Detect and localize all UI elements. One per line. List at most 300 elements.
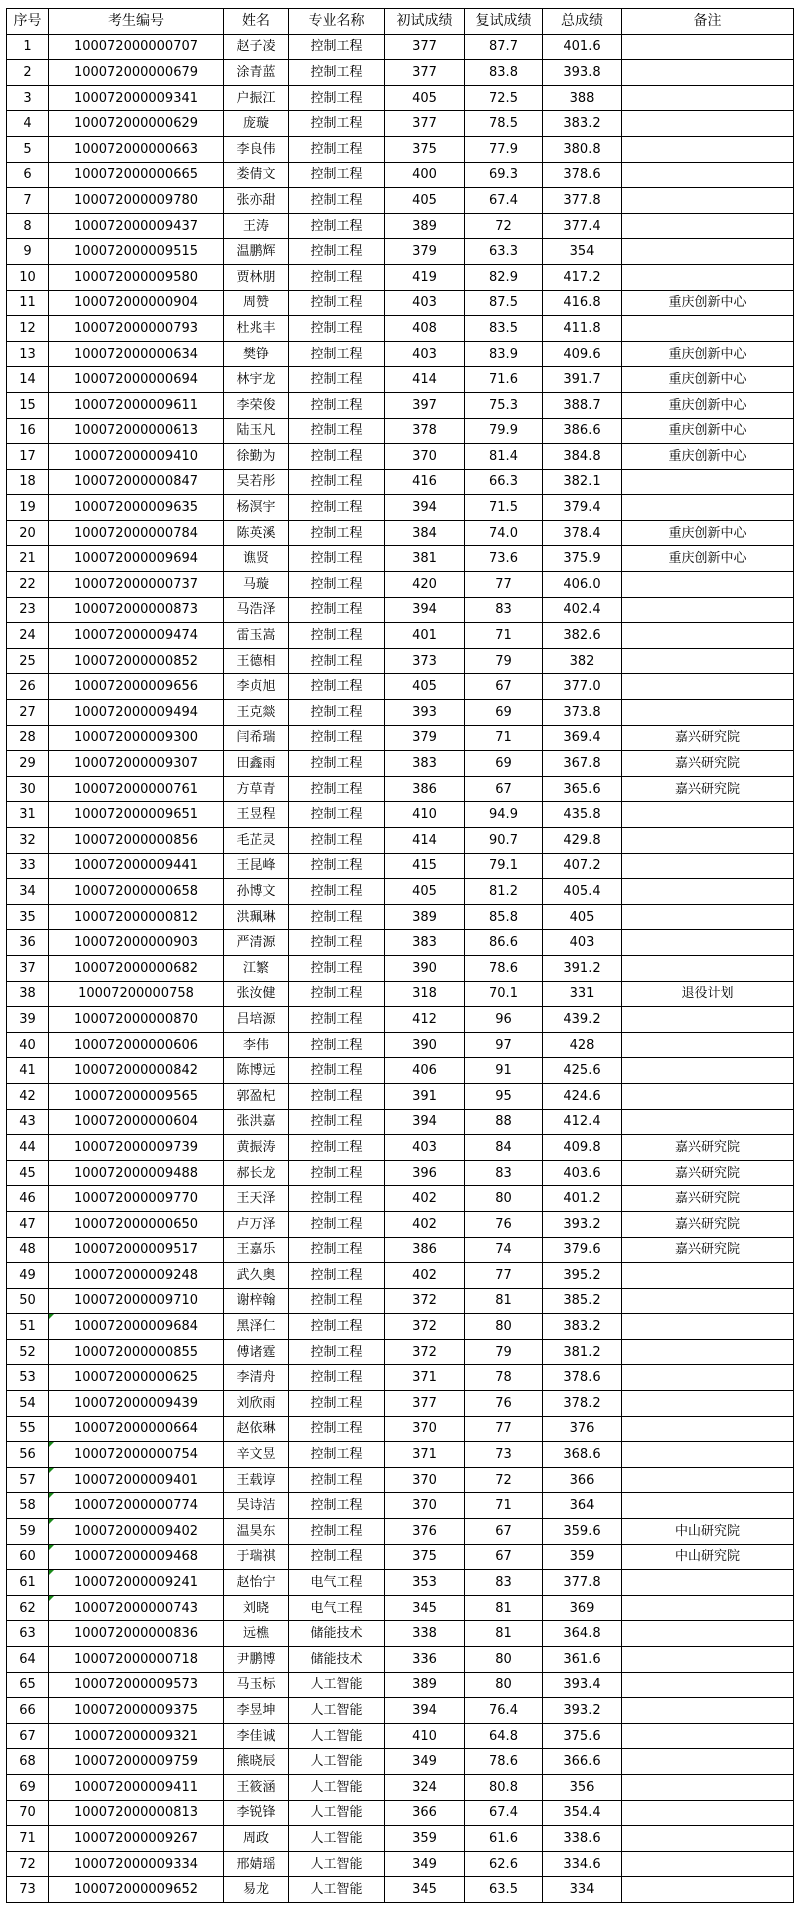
cell-seq: 61 [7,1570,49,1596]
cell-name: 郭盈杞 [224,1083,289,1109]
cell-seq: 28 [7,725,49,751]
table-row [7,1519,794,1545]
cell-name: 远樵 [224,1621,289,1647]
cell-name: 张亦甜 [224,188,289,214]
cell-remark [622,828,794,854]
cell-name: 李清舟 [224,1365,289,1391]
cell-name: 傅诸霆 [224,1339,289,1365]
cell-major: 控制工程 [289,111,385,137]
cell-candidate-id: 100072000000836 [49,1621,224,1647]
table-row [7,290,794,316]
cell-remark [622,1467,794,1493]
cell-name: 吕培源 [224,1007,289,1033]
cell-retest-score: 67 [465,1544,543,1570]
cell-initial-score: 391 [385,1083,465,1109]
cell-retest-score: 71 [465,1493,543,1519]
cell-remark [622,60,794,86]
cell-total-score: 378.4 [543,520,622,546]
cell-initial-score: 405 [385,674,465,700]
cell-remark [622,1442,794,1468]
cell-candidate-id: 100072000000754 [49,1442,224,1468]
cell-total-score: 377.4 [543,213,622,239]
cell-candidate-id: 100072000000855 [49,1339,224,1365]
cell-major: 控制工程 [289,1237,385,1263]
cell-major: 控制工程 [289,341,385,367]
cell-candidate-id: 100072000000903 [49,930,224,956]
cell-major: 人工智能 [289,1723,385,1749]
table-row [7,188,794,214]
cell-retest-score: 67 [465,1519,543,1545]
cell-initial-score: 406 [385,1058,465,1084]
cell-remark [622,648,794,674]
cell-total-score: 378.2 [543,1391,622,1417]
table-row [7,1391,794,1417]
cell-seq: 45 [7,1160,49,1186]
cell-seq: 20 [7,520,49,546]
cell-candidate-id: 100072000000679 [49,60,224,86]
score-table [6,8,794,1903]
cell-remark [622,1365,794,1391]
cell-total-score: 382 [543,648,622,674]
cell-initial-score: 381 [385,546,465,572]
cell-retest-score: 87.5 [465,290,543,316]
cell-major: 控制工程 [289,392,385,418]
cell-name: 庞璇 [224,111,289,137]
cell-name: 洪珮琳 [224,904,289,930]
cell-retest-score: 77 [465,572,543,598]
cell-initial-score: 353 [385,1570,465,1596]
cell-candidate-id: 100072000009410 [49,444,224,470]
cell-retest-score: 81 [465,1288,543,1314]
cell-initial-score: 408 [385,316,465,342]
cell-remark: 重庆创新中心 [622,418,794,444]
cell-major: 控制工程 [289,1160,385,1186]
cell-total-score: 401.2 [543,1186,622,1212]
cell-total-score: 416.8 [543,290,622,316]
cell-candidate-id: 100072000009780 [49,188,224,214]
cell-remark [622,1083,794,1109]
cell-total-score: 378.6 [543,162,622,188]
col-header-retest-score: 复试成绩 [465,9,543,35]
cell-remark [622,930,794,956]
cell-total-score: 388 [543,85,622,111]
cell-initial-score: 375 [385,136,465,162]
cell-name: 谢梓翰 [224,1288,289,1314]
table-row [7,1032,794,1058]
cell-candidate-id: 10007200000758 [49,981,224,1007]
cell-seq: 9 [7,239,49,265]
cell-retest-score: 80 [465,1314,543,1340]
cell-name: 雷玉嵩 [224,623,289,649]
cell-candidate-id: 100072000000904 [49,290,224,316]
cell-retest-score: 81.2 [465,879,543,905]
cell-major: 控制工程 [289,469,385,495]
cell-major: 控制工程 [289,1365,385,1391]
cell-remark: 嘉兴研究院 [622,751,794,777]
table-row [7,111,794,137]
cell-retest-score: 64.8 [465,1723,543,1749]
cell-seq: 12 [7,316,49,342]
cell-remark [622,1263,794,1289]
cell-seq: 44 [7,1135,49,1161]
cell-initial-score: 384 [385,520,465,546]
cell-name: 赵子凌 [224,34,289,60]
col-header-initial-score: 初试成绩 [385,9,465,35]
cell-total-score: 409.8 [543,1135,622,1161]
cell-name: 李昱坤 [224,1698,289,1724]
cell-seq: 8 [7,213,49,239]
cell-name: 李伟 [224,1032,289,1058]
cell-remark [622,955,794,981]
cell-remark: 重庆创新中心 [622,520,794,546]
cell-name: 王昆峰 [224,853,289,879]
cell-total-score: 417.2 [543,264,622,290]
cell-name: 毛芷灵 [224,828,289,854]
cell-seq: 26 [7,674,49,700]
cell-candidate-id: 100072000000634 [49,341,224,367]
cell-name: 卢万泽 [224,1211,289,1237]
cell-initial-score: 370 [385,1467,465,1493]
cell-remark [622,1723,794,1749]
cell-retest-score: 91 [465,1058,543,1084]
cell-remark [622,879,794,905]
cell-total-score: 334 [543,1877,622,1903]
cell-major: 控制工程 [289,930,385,956]
cell-major: 控制工程 [289,802,385,828]
cell-candidate-id: 100072000000682 [49,955,224,981]
cell-total-score: 379.6 [543,1237,622,1263]
cell-candidate-id: 100072000009635 [49,495,224,521]
cell-initial-score: 389 [385,1672,465,1698]
cell-seq: 68 [7,1749,49,1775]
cell-initial-score: 377 [385,111,465,137]
table-row [7,1749,794,1775]
cell-major: 控制工程 [289,34,385,60]
cell-total-score: 377.0 [543,674,622,700]
cell-initial-score: 372 [385,1339,465,1365]
table-row [7,1493,794,1519]
cell-initial-score: 375 [385,1544,465,1570]
cell-initial-score: 414 [385,367,465,393]
cell-candidate-id: 100072000000743 [49,1595,224,1621]
cell-initial-score: 371 [385,1365,465,1391]
cell-major: 控制工程 [289,1083,385,1109]
cell-remark: 中山研究院 [622,1519,794,1545]
cell-major: 控制工程 [289,1263,385,1289]
table-row [7,444,794,470]
cell-name: 王德相 [224,648,289,674]
cell-remark [622,1391,794,1417]
cell-seq: 36 [7,930,49,956]
cell-initial-score: 390 [385,955,465,981]
table-row [7,1007,794,1033]
table-row [7,546,794,572]
cell-major: 控制工程 [289,418,385,444]
cell-total-score: 391.2 [543,955,622,981]
cell-total-score: 388.7 [543,392,622,418]
cell-major: 人工智能 [289,1698,385,1724]
cell-remark [622,1595,794,1621]
header-row [7,9,794,35]
cell-candidate-id: 100072000009401 [49,1467,224,1493]
col-header-major: 专业名称 [289,9,385,35]
cell-retest-score: 71.5 [465,495,543,521]
cell-retest-score: 79 [465,1339,543,1365]
cell-retest-score: 95 [465,1083,543,1109]
cell-candidate-id: 100072000009517 [49,1237,224,1263]
cell-candidate-id: 100072000009248 [49,1263,224,1289]
cell-remark [622,1877,794,1903]
cell-retest-score: 80 [465,1647,543,1673]
cell-retest-score: 83 [465,1570,543,1596]
cell-remark: 重庆创新中心 [622,341,794,367]
cell-major: 电气工程 [289,1595,385,1621]
cell-major: 控制工程 [289,60,385,86]
cell-total-score: 378.6 [543,1365,622,1391]
cell-initial-score: 383 [385,751,465,777]
cell-seq: 37 [7,955,49,981]
cell-major: 控制工程 [289,597,385,623]
table-row [7,930,794,956]
cell-initial-score: 419 [385,264,465,290]
cell-seq: 33 [7,853,49,879]
cell-seq: 56 [7,1442,49,1468]
cell-name: 赵怡宁 [224,1570,289,1596]
cell-seq: 11 [7,290,49,316]
cell-remark [622,1007,794,1033]
cell-total-score: 376 [543,1416,622,1442]
cell-major: 储能技术 [289,1647,385,1673]
cell-major: 控制工程 [289,648,385,674]
cell-initial-score: 402 [385,1186,465,1212]
cell-total-score: 380.8 [543,136,622,162]
cell-remark [622,700,794,726]
table-row [7,34,794,60]
cell-name: 马璇 [224,572,289,598]
cell-name: 李贞旭 [224,674,289,700]
cell-seq: 13 [7,341,49,367]
table-row [7,316,794,342]
table-row [7,1826,794,1852]
cell-name: 周政 [224,1826,289,1852]
cell-remark: 嘉兴研究院 [622,1160,794,1186]
cell-seq: 39 [7,1007,49,1033]
cell-name: 孙博文 [224,879,289,905]
cell-retest-score: 78.6 [465,955,543,981]
cell-candidate-id: 100072000000665 [49,162,224,188]
cell-total-score: 412.4 [543,1109,622,1135]
cell-name: 涂青蓝 [224,60,289,86]
cell-name: 闫希瑞 [224,725,289,751]
cell-seq: 35 [7,904,49,930]
cell-major: 控制工程 [289,1186,385,1212]
cell-total-score: 393.2 [543,1211,622,1237]
cell-candidate-id: 100072000009341 [49,85,224,111]
cell-initial-score: 366 [385,1800,465,1826]
cell-seq: 70 [7,1800,49,1826]
cell-remark [622,623,794,649]
cell-candidate-id: 100072000000629 [49,111,224,137]
cell-retest-score: 77 [465,1263,543,1289]
cell-total-score: 425.6 [543,1058,622,1084]
cell-name: 黑泽仁 [224,1314,289,1340]
cell-total-score: 405.4 [543,879,622,905]
table-row [7,213,794,239]
cell-major: 储能技术 [289,1621,385,1647]
cell-name: 黄振涛 [224,1135,289,1161]
cell-retest-score: 71 [465,623,543,649]
cell-major: 控制工程 [289,904,385,930]
table-row [7,751,794,777]
cell-seq: 22 [7,572,49,598]
cell-initial-score: 338 [385,1621,465,1647]
cell-total-score: 405 [543,904,622,930]
cell-name: 张汝健 [224,981,289,1007]
cell-name: 林宇龙 [224,367,289,393]
cell-seq: 67 [7,1723,49,1749]
cell-candidate-id: 100072000000737 [49,572,224,598]
cell-name: 武久奥 [224,1263,289,1289]
cell-major: 控制工程 [289,546,385,572]
cell-seq: 6 [7,162,49,188]
cell-total-score: 383.2 [543,111,622,137]
cell-candidate-id: 100072000000604 [49,1109,224,1135]
cell-major: 控制工程 [289,1288,385,1314]
cell-seq: 25 [7,648,49,674]
cell-major: 控制工程 [289,1032,385,1058]
table-row [7,341,794,367]
cell-remark [622,136,794,162]
cell-total-score: 377.8 [543,188,622,214]
cell-retest-score: 75.3 [465,392,543,418]
cell-initial-score: 370 [385,1493,465,1519]
cell-seq: 2 [7,60,49,86]
col-header-candidate-id: 考生编号 [49,9,224,35]
cell-major: 控制工程 [289,776,385,802]
cell-remark: 重庆创新中心 [622,392,794,418]
table-row [7,1851,794,1877]
cell-candidate-id: 100072000000873 [49,597,224,623]
cell-major: 控制工程 [289,572,385,598]
cell-initial-score: 378 [385,418,465,444]
table-row [7,1544,794,1570]
cell-name: 郝长龙 [224,1160,289,1186]
cell-retest-score: 69 [465,700,543,726]
cell-name: 马玉标 [224,1672,289,1698]
cell-name: 李良伟 [224,136,289,162]
cell-remark [622,1314,794,1340]
table-row [7,1186,794,1212]
cell-candidate-id: 100072000000784 [49,520,224,546]
cell-total-score: 365.6 [543,776,622,802]
table-row [7,1288,794,1314]
table-row [7,955,794,981]
cell-candidate-id: 100072000009580 [49,264,224,290]
cell-retest-score: 66.3 [465,469,543,495]
cell-name: 陆玉凡 [224,418,289,444]
cell-remark [622,1698,794,1724]
cell-initial-score: 336 [385,1647,465,1673]
cell-seq: 58 [7,1493,49,1519]
cell-name: 王嘉乐 [224,1237,289,1263]
table-row [7,1595,794,1621]
cell-total-score: 364.8 [543,1621,622,1647]
cell-initial-score: 318 [385,981,465,1007]
cell-total-score: 359 [543,1544,622,1570]
cell-name: 温鹏辉 [224,239,289,265]
cell-major: 控制工程 [289,367,385,393]
cell-retest-score: 78.5 [465,111,543,137]
cell-name: 刘欣雨 [224,1391,289,1417]
cell-candidate-id: 100072000009267 [49,1826,224,1852]
table-row [7,1647,794,1673]
cell-seq: 40 [7,1032,49,1058]
cell-retest-score: 71 [465,725,543,751]
cell-retest-score: 83 [465,597,543,623]
cell-name: 杨溟宇 [224,495,289,521]
cell-retest-score: 72 [465,213,543,239]
cell-retest-score: 76.4 [465,1698,543,1724]
cell-remark [622,1647,794,1673]
cell-remark [622,1749,794,1775]
cell-candidate-id: 100072000009652 [49,1877,224,1903]
cell-candidate-id: 100072000000842 [49,1058,224,1084]
cell-total-score: 439.2 [543,1007,622,1033]
cell-name: 赵依琳 [224,1416,289,1442]
cell-initial-score: 416 [385,469,465,495]
cell-initial-score: 405 [385,85,465,111]
cell-seq: 30 [7,776,49,802]
cell-major: 控制工程 [289,1339,385,1365]
cell-name: 王天泽 [224,1186,289,1212]
cell-name: 杜兆丰 [224,316,289,342]
cell-name: 吴诗洁 [224,1493,289,1519]
cell-candidate-id: 100072000000812 [49,904,224,930]
cell-name: 陈博远 [224,1058,289,1084]
table-row [7,1800,794,1826]
cell-candidate-id: 100072000000650 [49,1211,224,1237]
table-row [7,469,794,495]
cell-retest-score: 67.4 [465,1800,543,1826]
cell-total-score: 379.4 [543,495,622,521]
cell-initial-score: 377 [385,1391,465,1417]
cell-total-score: 354 [543,239,622,265]
cell-major: 人工智能 [289,1672,385,1698]
cell-retest-score: 71.6 [465,367,543,393]
cell-candidate-id: 100072000000847 [49,469,224,495]
cell-initial-score: 402 [385,1263,465,1289]
cell-retest-score: 78.6 [465,1749,543,1775]
table-row [7,597,794,623]
cell-initial-score: 410 [385,1723,465,1749]
table-row [7,1698,794,1724]
cell-initial-score: 377 [385,34,465,60]
cell-name: 易龙 [224,1877,289,1903]
cell-remark [622,188,794,214]
cell-total-score: 361.6 [543,1647,622,1673]
cell-candidate-id: 100072000000856 [49,828,224,854]
table-row [7,1723,794,1749]
cell-major: 控制工程 [289,674,385,700]
cell-remark [622,1032,794,1058]
cell-candidate-id: 100072000009770 [49,1186,224,1212]
cell-seq: 14 [7,367,49,393]
table-row [7,162,794,188]
cell-seq: 18 [7,469,49,495]
table-row [7,674,794,700]
table-row [7,1263,794,1289]
cell-major: 控制工程 [289,1135,385,1161]
